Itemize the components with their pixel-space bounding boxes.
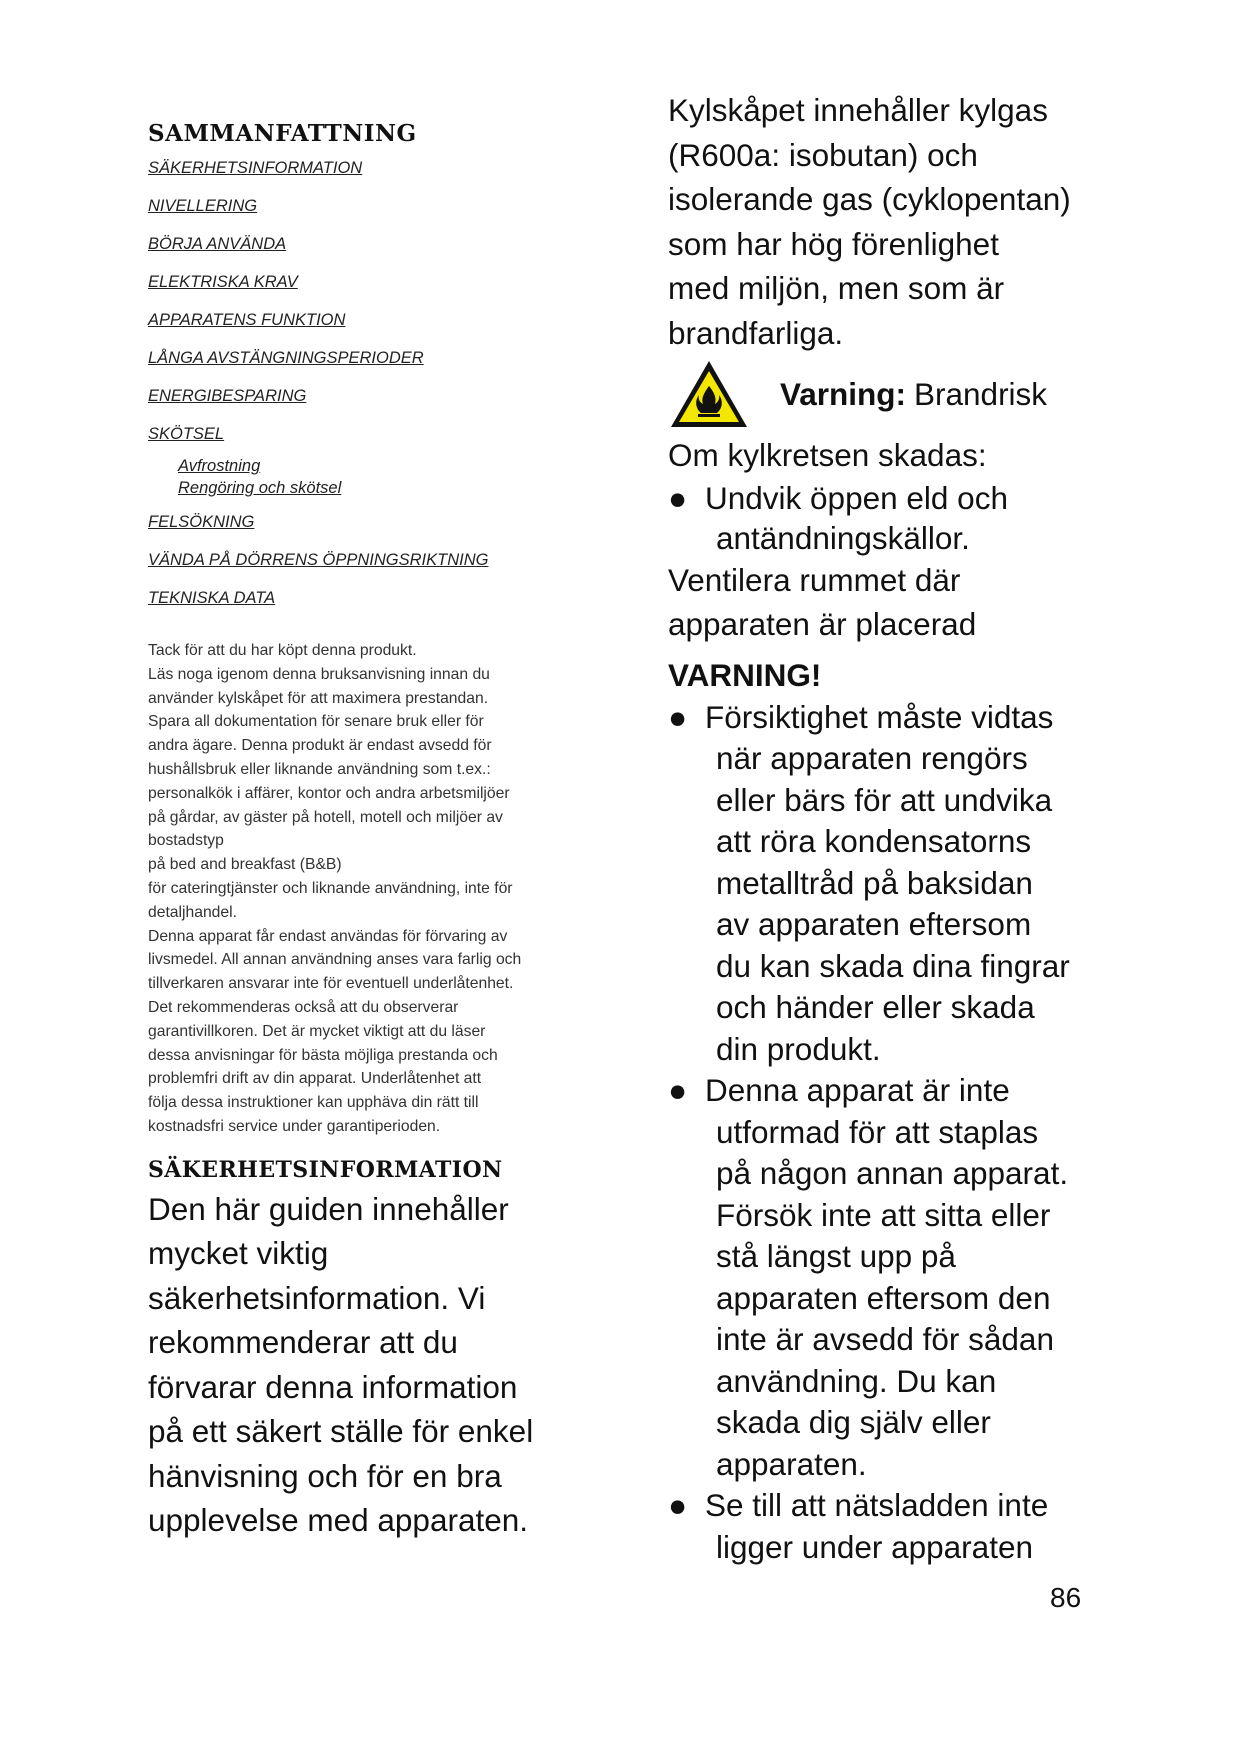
safety-line: säkerhetsinformation. Vi xyxy=(148,1279,486,1316)
table-of-contents xyxy=(148,157,588,609)
list-item xyxy=(668,1070,1208,1485)
bullet-line: apparaten eftersom den xyxy=(716,1279,1051,1316)
intro-line: för cateringtjänster och liknande användning, inte för xyxy=(148,879,513,897)
toc-link-tekniska-data[interactable]: TEKNISKA DATA xyxy=(148,589,276,607)
bullet-line: metalltråd på baksidan xyxy=(716,864,1033,901)
bullet-line: antändningskällor. xyxy=(716,519,970,556)
bullet-line: eller bärs för att undvika xyxy=(716,781,1053,818)
safety-section-body xyxy=(148,1187,588,1543)
toc-link-vanda-pa-dorrens-oppningsriktning[interactable]: VÄNDA PÅ DÖRRENS ÖPPNINGSRIKTNING xyxy=(148,551,489,569)
safety-line: rekommenderar att du xyxy=(148,1324,458,1361)
ventilate-text xyxy=(668,558,1208,647)
ventilate-line: apparaten är placerad xyxy=(668,606,977,642)
list-item xyxy=(668,697,1208,1071)
intro-line: använder kylskåpet för att maximera prestandan. xyxy=(148,689,489,707)
intro-line: kostnadsfri service under garantiperioden. xyxy=(148,1117,441,1135)
safety-line: upplevelse med apparaten. xyxy=(148,1502,529,1539)
toc-link-rengoring-och-skotsel[interactable]: Rengöring och skötsel xyxy=(178,479,342,497)
bullet-line: apparaten. xyxy=(716,1445,867,1482)
intro-line: Tack för att du har köpt denna produkt. xyxy=(148,642,417,659)
intro-line: garantivillkoren. Det är mycket viktigt att du läser xyxy=(148,1022,486,1040)
refrigerant-line: isolerande gas (cyklopentan) xyxy=(668,181,1071,217)
bullet-line: Försiktighet måste vidtas xyxy=(705,698,1054,735)
bullet-line: och händer eller skada xyxy=(716,989,1035,1025)
intro-line: hushållsbruk eller liknande användning som t.ex.: xyxy=(148,760,491,778)
list-item xyxy=(668,478,1208,558)
bullet-line: Försök inte att sitta eller xyxy=(716,1196,1051,1233)
varning-heading: VARNING! xyxy=(668,656,822,693)
toc-link-sakerhetsinformation[interactable]: SÄKERHETSINFORMATION xyxy=(148,159,363,177)
intro-line: detaljhandel. xyxy=(148,903,237,921)
toc-link-avfrostning[interactable]: Avfrostning xyxy=(178,457,261,475)
bullet-line: skada dig själv eller xyxy=(716,1404,991,1440)
bullet-icon: ● xyxy=(668,479,688,516)
toc-link-energibesparing[interactable]: ENERGIBESPARING xyxy=(148,387,307,405)
varning-bullet-list xyxy=(668,697,1208,1569)
bullet-icon: ● xyxy=(668,1487,688,1523)
toc-link-skotsel[interactable]: SKÖTSEL xyxy=(148,425,225,443)
intro-line: tillverkaren ansvarar inte för eventuell underlåtenhet. xyxy=(148,975,514,993)
refrigerant-line: brandfarliga. xyxy=(668,314,844,351)
intro-line: problemfri drift av din apparat. Underlåtenhet att xyxy=(148,1070,482,1088)
right-column xyxy=(668,88,1208,1568)
bullet-icon: ● xyxy=(668,1072,688,1108)
bullet-icon: ● xyxy=(668,698,688,735)
intro-paragraph xyxy=(148,639,588,1139)
bullet-line: utformad för att staplas xyxy=(716,1113,1039,1150)
refrigerant-line: som har hög förenlighet xyxy=(668,225,999,262)
refrigerant-info xyxy=(668,88,1208,355)
toc-link-elektriska-krav[interactable]: ELEKTRISKA KRAV xyxy=(148,273,298,291)
flammable-warning-icon xyxy=(668,358,750,430)
page-number: 86 xyxy=(1050,1582,1082,1613)
safety-section-title: SÄKERHETSINFORMATION xyxy=(148,1156,503,1183)
toc-link-felsokning[interactable]: FELSÖKNING xyxy=(148,513,255,531)
left-column xyxy=(148,120,588,1543)
circuit-damage-line: Om kylkretsen skadas: xyxy=(668,437,987,473)
bullet-line: Undvik öppen eld och xyxy=(705,479,1008,516)
bullet-line: Denna apparat är inte xyxy=(705,1072,1010,1108)
warning-value: Brandrisk xyxy=(914,375,1048,412)
intro-line: följa dessa instruktioner kan upphäva din rätt till xyxy=(148,1094,479,1112)
refrigerant-line: (R600a: isobutan) och xyxy=(668,136,978,173)
intro-line: Det rekommenderas också att du observerar xyxy=(148,998,459,1016)
safety-line: mycket viktig xyxy=(148,1235,329,1272)
intro-line: Spara all dokumentation för senare bruk eller för xyxy=(148,713,484,731)
bullet-line: stå längst upp på xyxy=(716,1238,956,1274)
ventilate-line: Ventilera rummet där xyxy=(668,561,961,598)
toc-link-apparatens-funktion[interactable]: APPARATENS FUNKTION xyxy=(148,311,346,329)
intro-line: livsmedel. All annan användning anses vara farlig och xyxy=(148,951,522,969)
bullet-line: ligger under apparaten xyxy=(716,1528,1033,1565)
list-item xyxy=(668,1485,1208,1568)
fire-risk-warning xyxy=(668,359,1208,429)
bullet-line: Se till att nätsladden inte xyxy=(705,1487,1049,1523)
intro-line: dessa anvisningar för bästa möjliga prestanda och xyxy=(148,1046,498,1064)
intro-line: personalkök i affärer, kontor och andra arbetsmiljöer xyxy=(148,784,510,802)
toc-link-langa-avstangningsperioder[interactable]: LÅNGA AVSTÄNGNINGSPERIODER xyxy=(148,349,424,367)
safety-line: förvarar denna information xyxy=(148,1368,518,1405)
safety-line: Den här guiden innehåller xyxy=(148,1190,509,1227)
safety-line: hänvisning och för en bra xyxy=(148,1457,502,1494)
intro-line: andra ägare. Denna produkt är endast avsedd för xyxy=(148,737,492,755)
warning-label: Varning: xyxy=(780,375,907,412)
refrigerant-line: med miljön, men som är xyxy=(668,270,1005,306)
bullet-line: din produkt. xyxy=(716,1030,881,1067)
intro-line: på gårdar, av gäster på hotell, motell och miljöer av xyxy=(148,808,503,826)
toc-link-borja-anvanda[interactable]: BÖRJA ANVÄNDA xyxy=(148,235,287,253)
bullet-line: inte är avsedd för sådan xyxy=(716,1321,1054,1357)
bullet-line: du kan skada dina fingrar xyxy=(716,947,1070,984)
bullet-line: av apparaten eftersom xyxy=(716,906,1032,942)
bullet-line: på någon annan apparat. xyxy=(716,1155,1069,1191)
intro-line: Denna apparat får endast användas för förvaring av xyxy=(148,927,508,945)
intro-line: bostadstyp xyxy=(148,832,224,850)
bullet-line: att röra kondensatorns xyxy=(716,823,1032,859)
safety-line: på ett säkert ställe för enkel xyxy=(148,1413,534,1450)
intro-line: på bed and breakfast (B&B) xyxy=(148,856,342,874)
intro-line: Läs noga igenom denna bruksanvisning innan du xyxy=(148,665,490,683)
refrigerant-line: Kylskåpet innehåller kylgas xyxy=(668,92,1048,128)
toc-link-nivellering[interactable]: NIVELLERING xyxy=(148,197,258,215)
circuit-bullet-list xyxy=(668,478,1208,558)
bullet-line: användning. Du kan xyxy=(716,1362,997,1399)
toc-title: SAMMANFATTNING xyxy=(148,120,417,147)
bullet-line: när apparaten rengörs xyxy=(716,740,1028,776)
